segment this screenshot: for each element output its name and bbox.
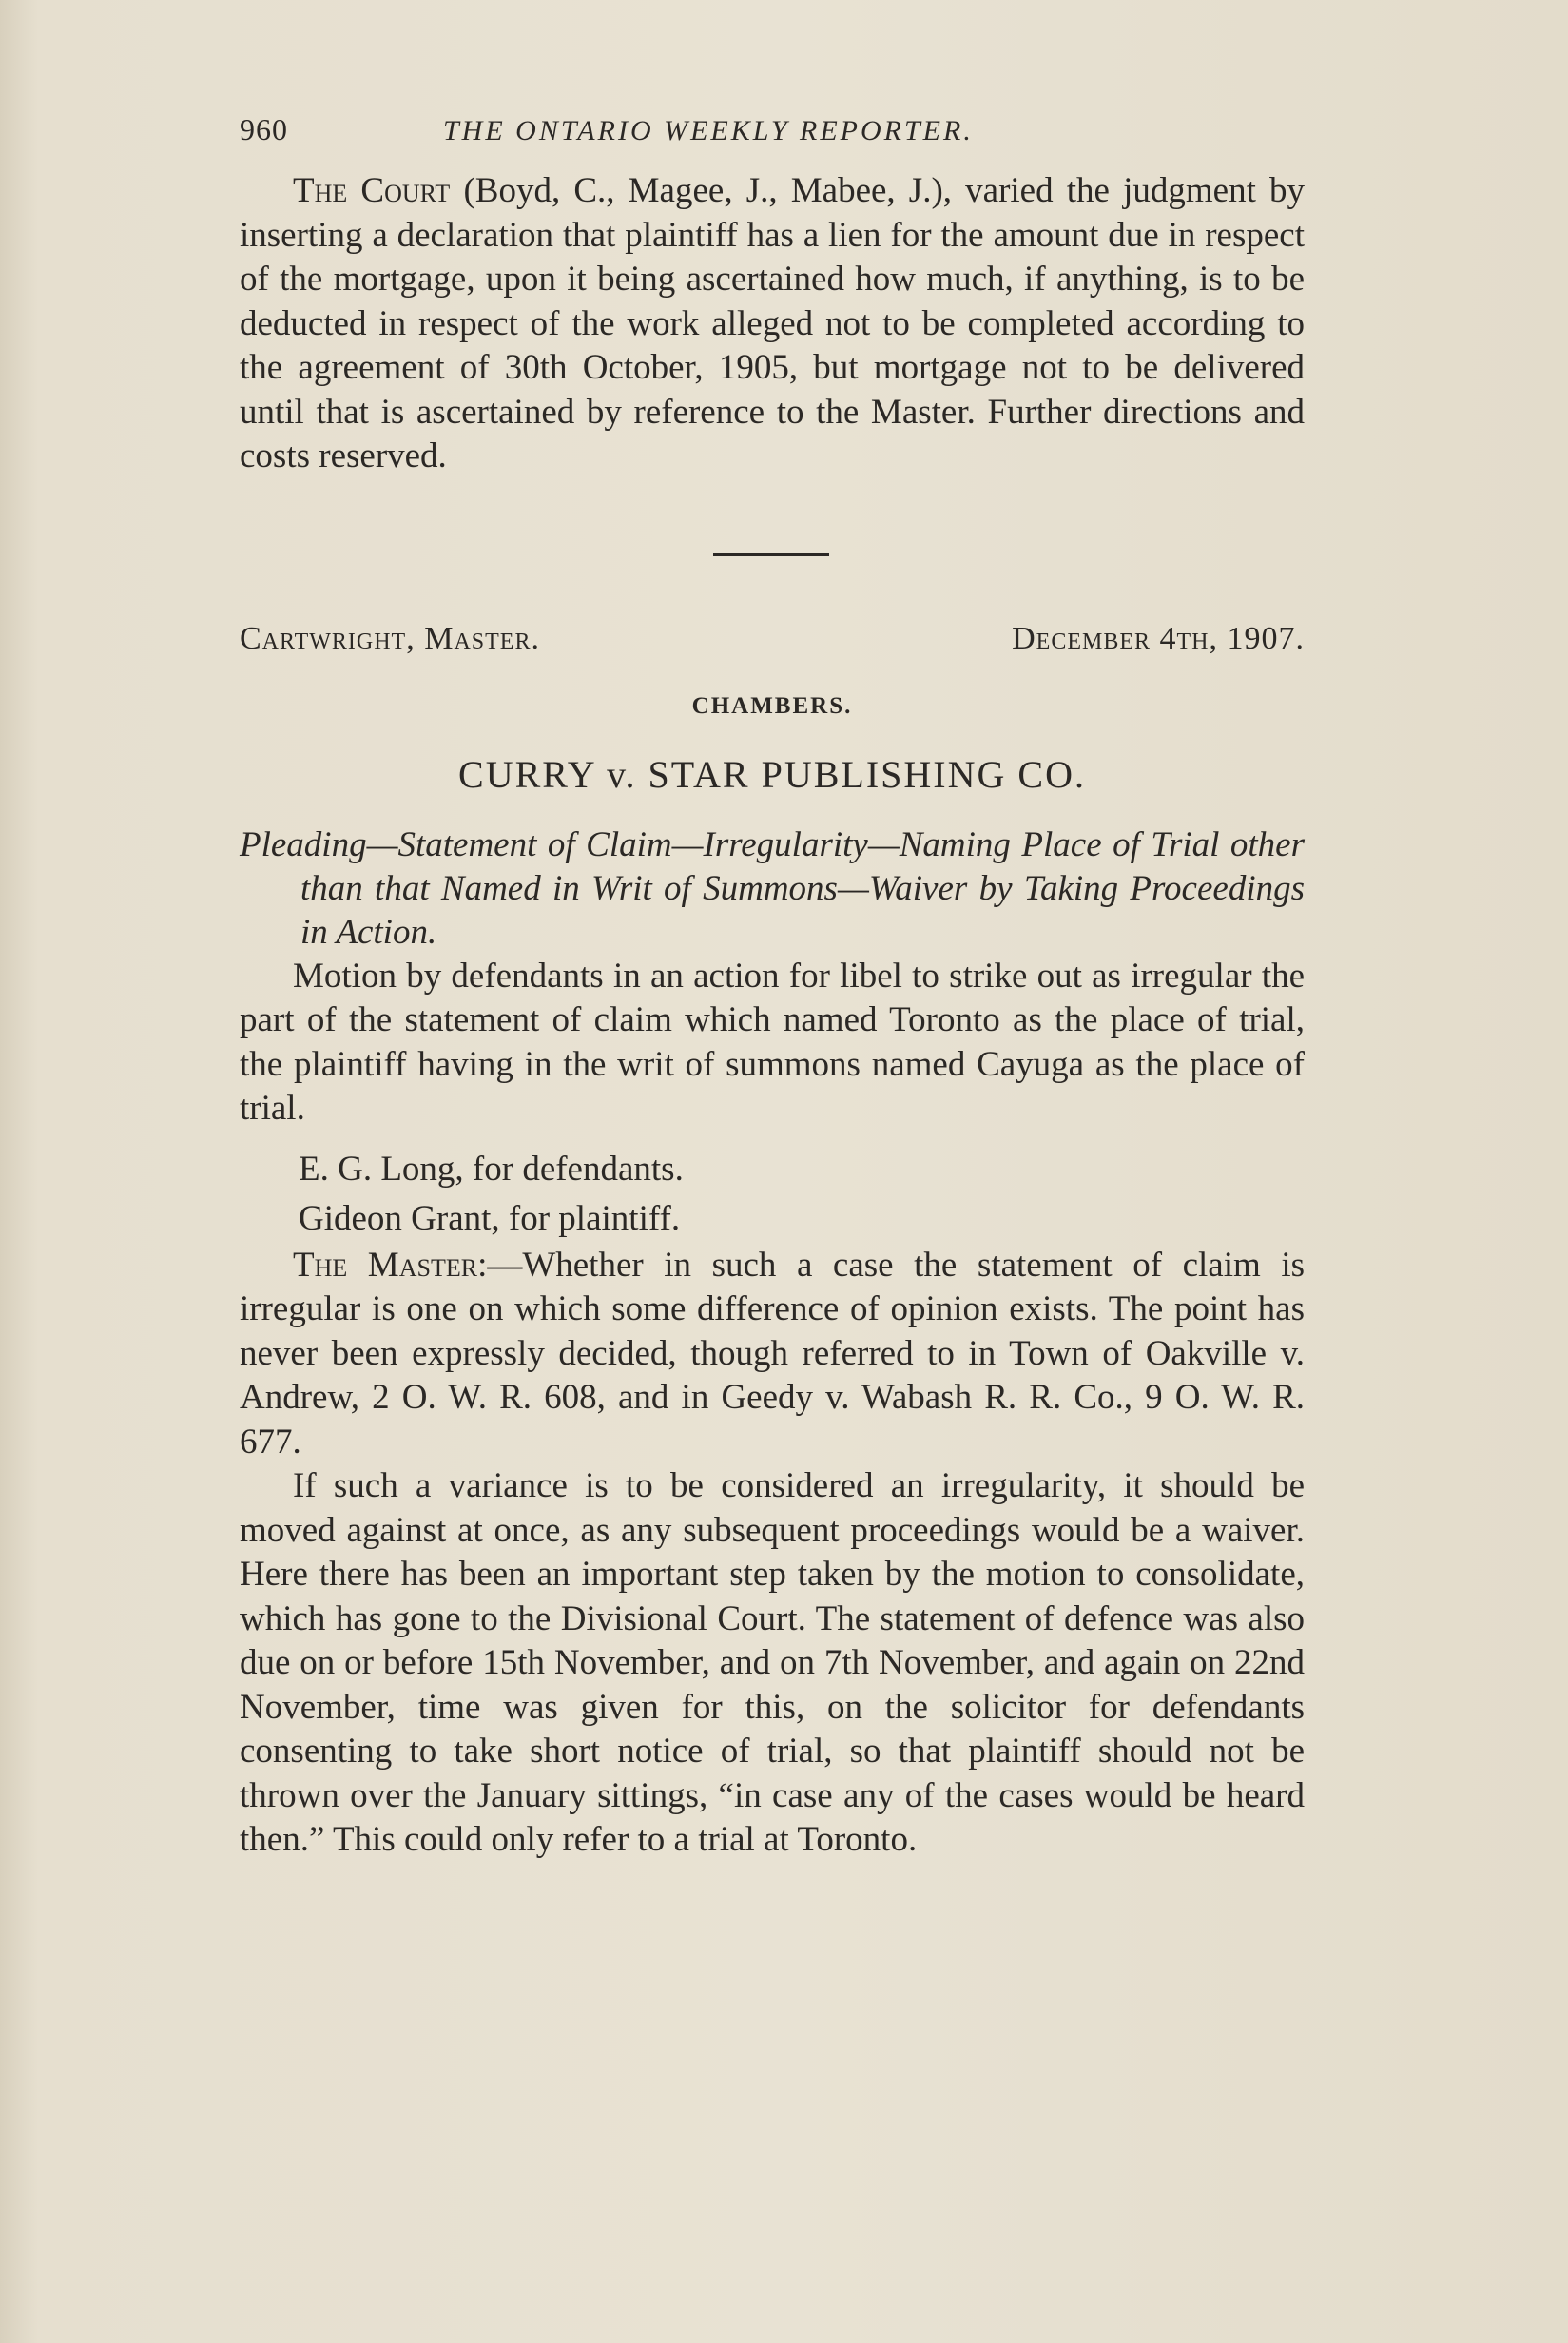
judge-name: Cartwright, Master.: [240, 620, 540, 656]
court-label: The Court: [293, 171, 451, 210]
judge-date-line: [240, 621, 1305, 657]
counsel-list: [299, 1145, 1305, 1244]
case-title: CURRY v. STAR PUBLISHING CO.: [458, 752, 1086, 796]
master-opinion-paragraph: [240, 1244, 1305, 1465]
court-judgment-text: (Boyd, C., Magee, J., Mabee, J.), varied the judgment by inserting a declaration that plaintiff has a lien for the amount due in respect of the mortgage, upon it being ascertained how much, if anything, is to be deducted in respect of the work alleged not to be completed according to the agreement of 30th October, 1905, but mortgage not to be delivered until that is ascertained by reference to the Master. Further directions and costs reserved.: [240, 171, 1305, 475]
final-paragraph: If such a variance is to be considered an irregularity, it should be moved against at once, as any subsequent proceedings would be a waiver. Here there has been an important step taken by the motion to consolidate, which has gone to the Divisional Court. The statement of defence was also due on or before 15th November, and on 7th November, and again on 22nd November, time was given for this, on the solicitor for defendants consenting to take short notice of trial, so that plaintiff should not be thrown over the January sittings, “in case any of the cases would be heard then.” This could only refer to a trial at Toronto.: [240, 1466, 1305, 1859]
headnote: Pleading—Statement of Claim—Irregularity—Naming Place of Trial other than that Named in Writ of Summons—Waiver by Taking Proceedings in Action.: [240, 824, 1305, 952]
counsel-defendants: E. G. Long, for defendants.: [299, 1149, 684, 1189]
page-header: [240, 112, 1305, 169]
decision-date: December 4th, 1907.: [1012, 620, 1305, 656]
venue-heading: CHAMBERS.: [691, 692, 853, 719]
master-opinion-text: :—Whether in such a case the statement of claim is irregular is one on which some difference of opinion exists. The point has never been expressly decided, though referred to in Town of Oakville v. Andrew, 2 O. W. R. 608, and in Geedy v. Wabash R. R. Co., 9 O. W. R. 677.: [240, 1245, 1306, 1462]
page-content: [240, 112, 1305, 1863]
master-label: The Master: [293, 1245, 478, 1285]
section-divider: [713, 553, 829, 556]
counsel-plaintiff: Gideon Grant, for plaintiff.: [299, 1198, 681, 1238]
page-number: 960: [240, 112, 288, 146]
court-judgment-paragraph: [240, 169, 1305, 479]
running-head: THE ONTARIO WEEKLY REPORTER.: [443, 115, 974, 146]
motion-paragraph: Motion by defendants in an action for libel to strike out as irregular the part of the statement of claim which named Toronto as the place of trial, the plaintiff having in the writ of summons named Cayuga as the place of trial.: [240, 956, 1305, 1128]
